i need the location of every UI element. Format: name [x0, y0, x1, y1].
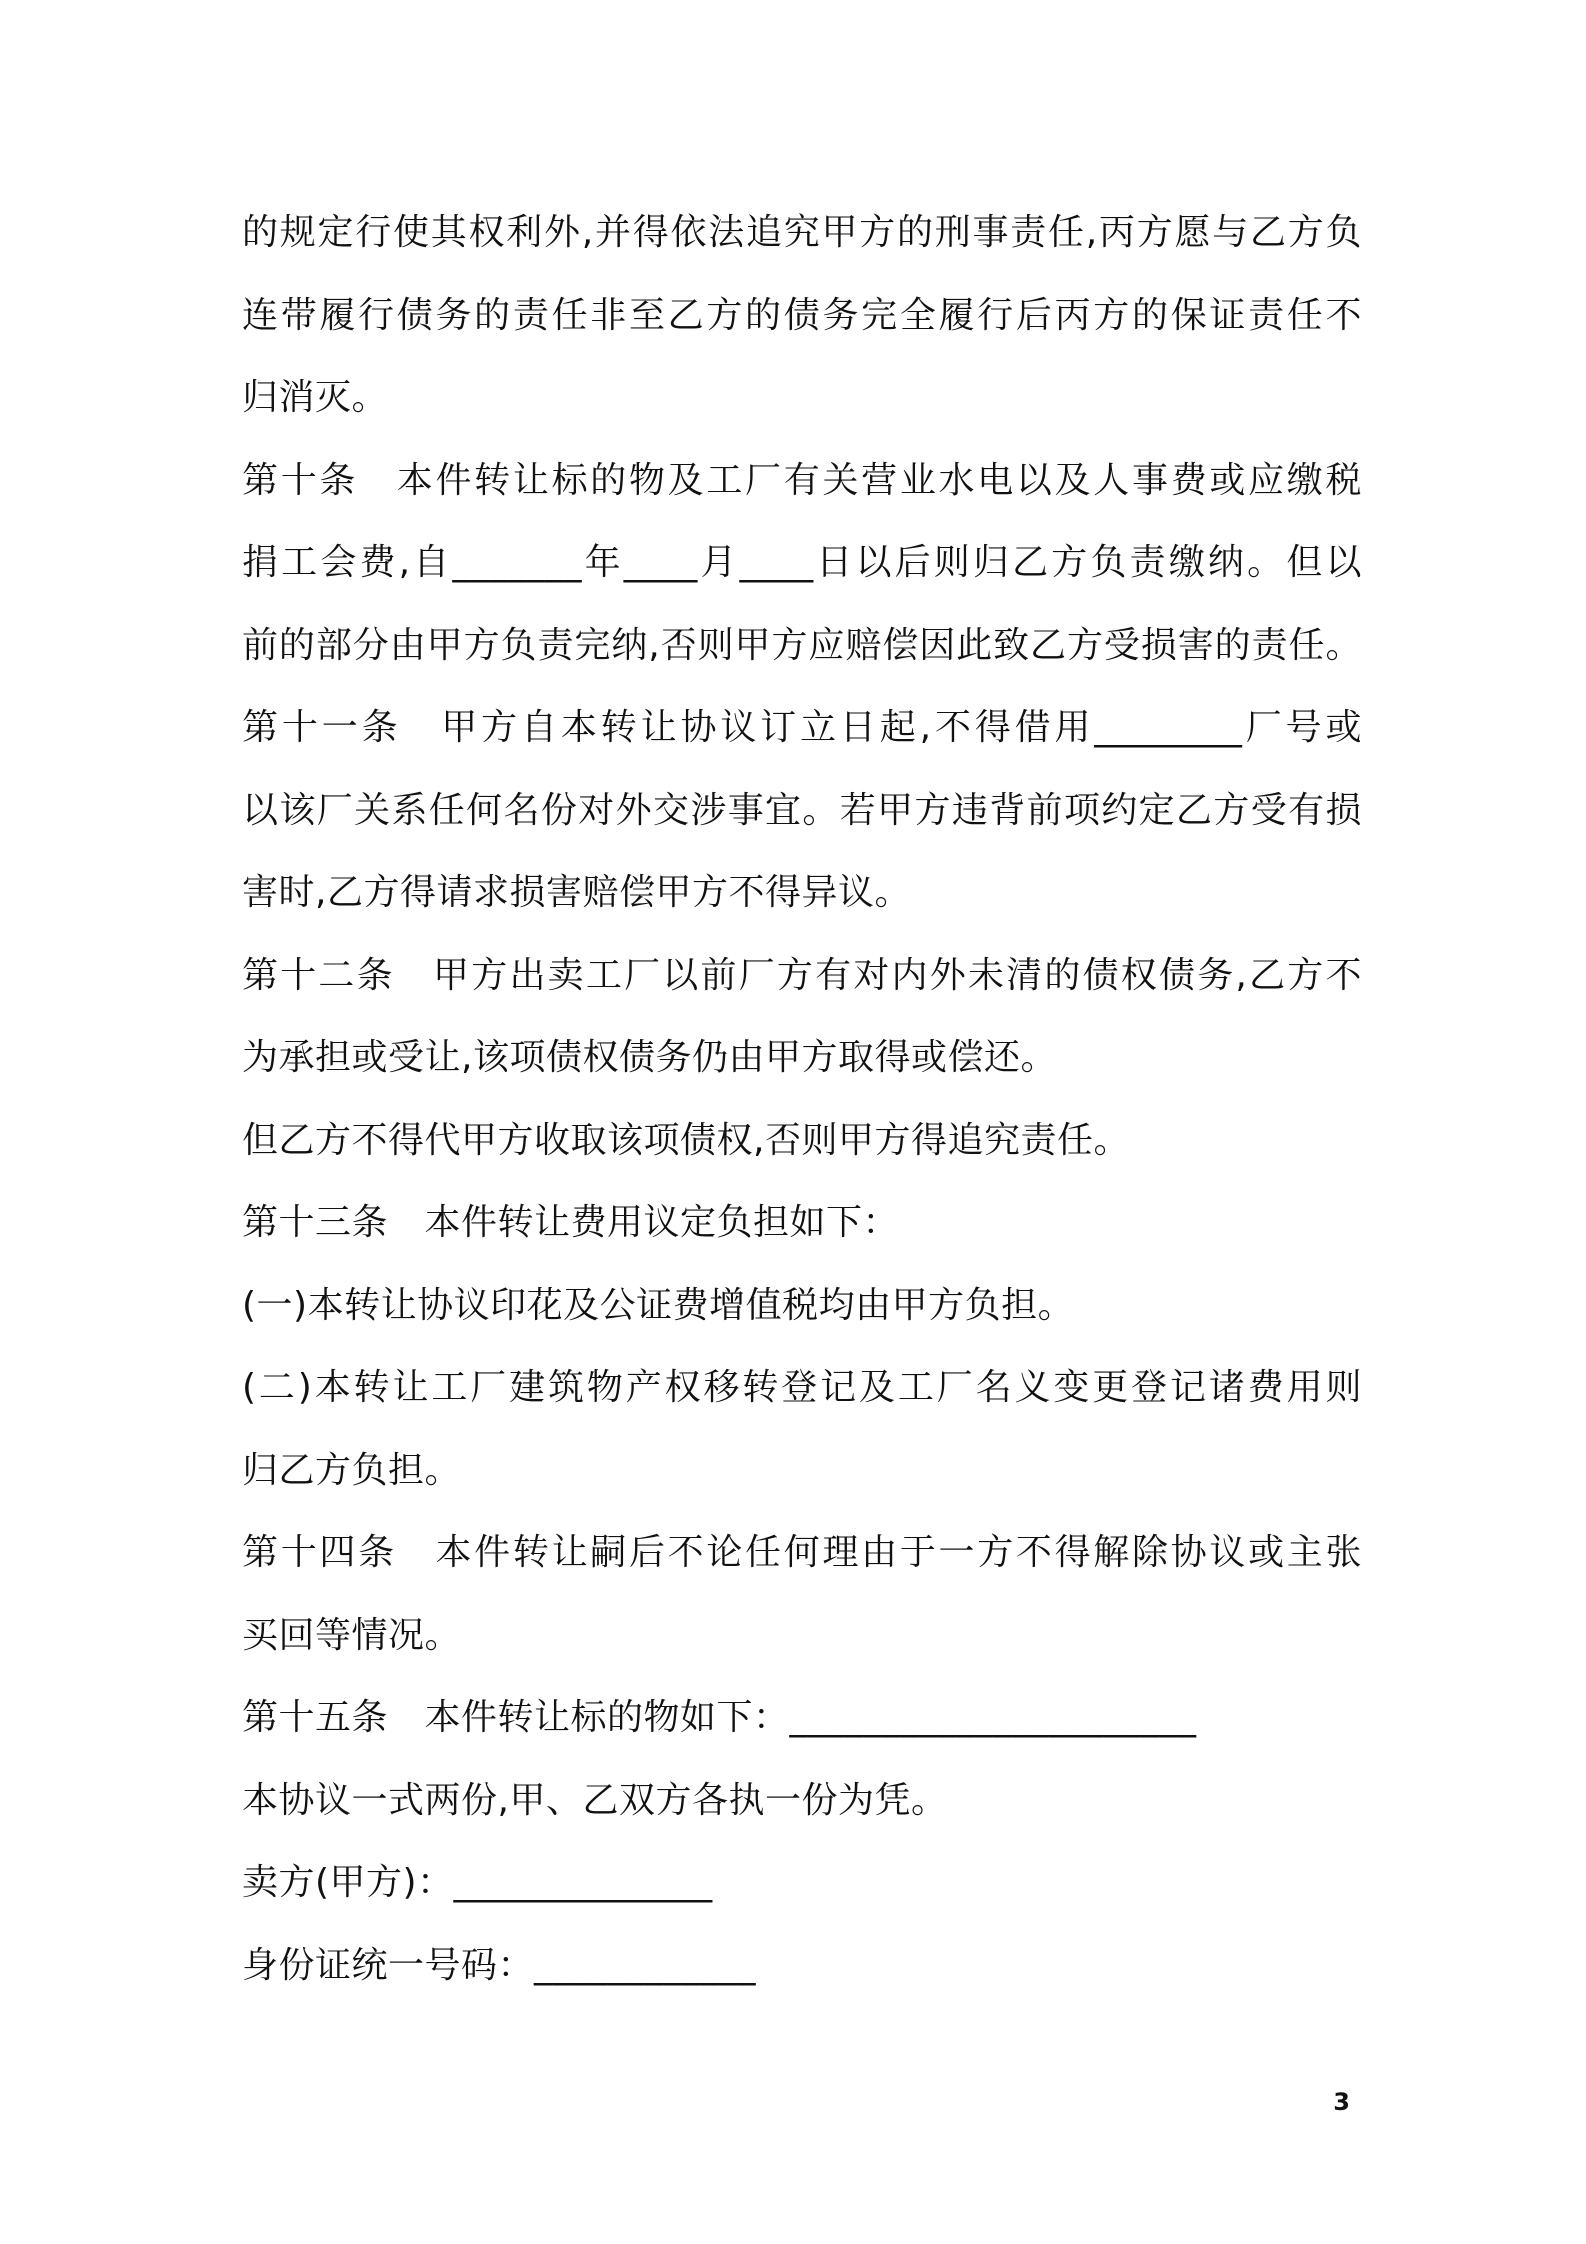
- text-line: 归乙方负担。: [242, 1449, 462, 1491]
- article-10-line: 第十条 本件转让标的物及工厂有关营业水电以及人事费或应缴税: [242, 459, 1362, 501]
- article-13-line: 第十三条 本件转让费用议定负担如下：: [242, 1202, 900, 1243]
- document-body: [242, 192, 1362, 2007]
- article-14-line: 第十四条 本件转让嗣后不论任何理由于一方不得解除协议或主张: [242, 1532, 1362, 1573]
- text-line: 连带履行债务的责任非至乙方的债务完全履行后丙方的保证责任不: [242, 294, 1362, 336]
- article-12-line: 第十二条 甲方出卖工厂以前厂方有对内外未清的债权债务,乙方不: [242, 954, 1362, 996]
- text-line: 但乙方不得代甲方收取该项债权,否则甲方得追究责任。: [242, 1119, 1130, 1161]
- seller-signature-line: 卖方(甲方)：______________: [242, 1862, 713, 1903]
- article-15-line: 第十五条 本件转让标的物如下：______________________: [242, 1697, 1197, 1738]
- page-number: 3: [1333, 2088, 1350, 2116]
- text-line: 以该厂关系任何名份对外交涉事宜。若甲方违背前项约定乙方受有损: [242, 789, 1362, 831]
- text-line: 捐工会费,自_______年____月____日以后则归乙方负责缴纳。但以: [242, 542, 1362, 583]
- text-line: 归消灭。: [242, 377, 389, 418]
- text-line: (一)本转让协议印花及公证费增值税均由甲方负担。: [242, 1284, 1075, 1326]
- text-line: 前的部分由甲方负责完纳,否则甲方应赔偿因此致乙方受损害的责任。: [242, 624, 1362, 666]
- text-line: 本协议一式两份,甲、乙双方各执一份为凭。: [242, 1779, 948, 1821]
- article-11-line: 第十一条 甲方自本转让协议订立日起,不得借用________厂号或: [242, 707, 1362, 748]
- text-line: 的规定行使其权利外,并得依法追究甲方的刑事责任,丙方愿与乙方负: [242, 212, 1362, 253]
- text-line: 买回等情况。: [242, 1614, 462, 1656]
- id-number-line: 身份证统一号码：____________: [242, 1944, 757, 1986]
- text-line: 为承担或受让,该项债权债务仍由甲方取得或偿还。: [242, 1037, 1057, 1078]
- text-line: (二)本转让工厂建筑物产权移转登记及工厂名义变更登记诸费用则: [242, 1367, 1362, 1408]
- text-line: 害时,乙方得请求损害赔偿甲方不得异议。: [242, 872, 911, 913]
